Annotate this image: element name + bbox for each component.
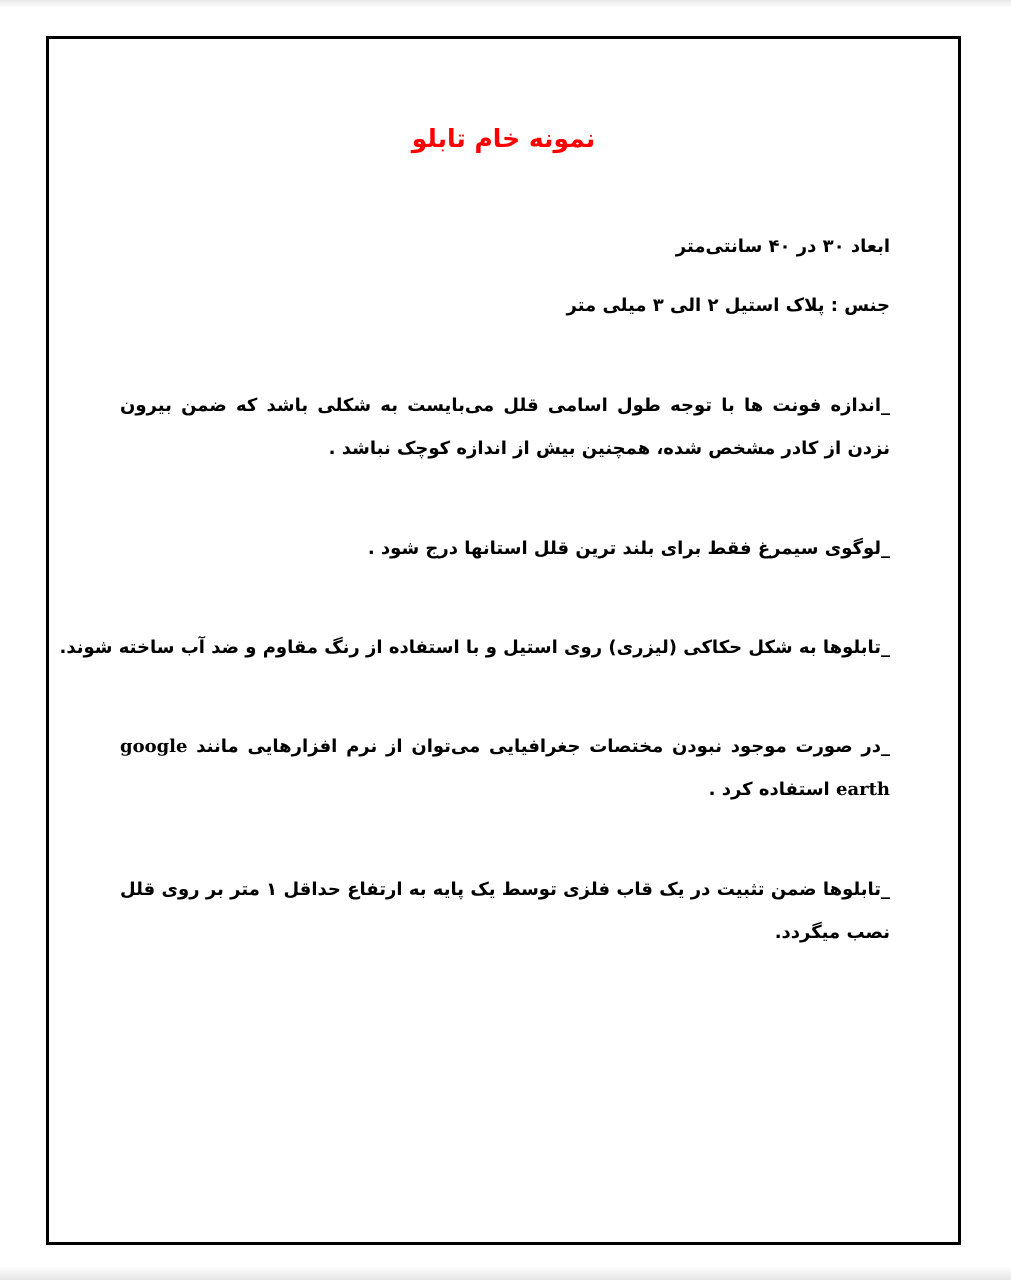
engraving-note: _تابلوها به شکل حکاکی (لیزری) روی استیل و با استفاده از رنگ مقاوم و ضد آب ساخته شوند. [59, 637, 890, 658]
dimensions-line: ابعاد ۳۰ در ۴۰ سانتی‌متر [675, 236, 890, 257]
coordinates-note-end: استفاده کرد . [708, 779, 830, 800]
installation-note: _تابلوها ضمن تثبیت در یک قاب فلزی توسط یک پایه به ارتفاع حداقل ۱ متر بر روی قلل نصب میگردد. [120, 879, 890, 943]
page-bottom-shadow [0, 1266, 1011, 1280]
google-earth-name: google earth [120, 736, 890, 800]
logo-note: _لوگوی سیمرغ فقط برای بلند ترین قلل استانها درج شود . [367, 538, 890, 559]
page-top-shadow [0, 0, 1011, 8]
coordinates-note-text: _در صورت موجود نبودن مختصات جغرافیایی می‌توان از نرم افزارهایی مانند [196, 736, 890, 757]
document-title: نمونه خام تابلو [411, 124, 596, 153]
font-size-note: _اندازه فونت ها با توجه طول اسامی قلل می‌بایست به شکلی باشد که ضمن بیرون نزدن از کادر مشخص شده، همچنین بیش از اندازه کوچک نباشد . [120, 395, 890, 459]
material-line: جنس : پلاک استیل ۲ الی ۳ میلی متر [566, 295, 890, 316]
coordinates-note [120, 725, 890, 811]
